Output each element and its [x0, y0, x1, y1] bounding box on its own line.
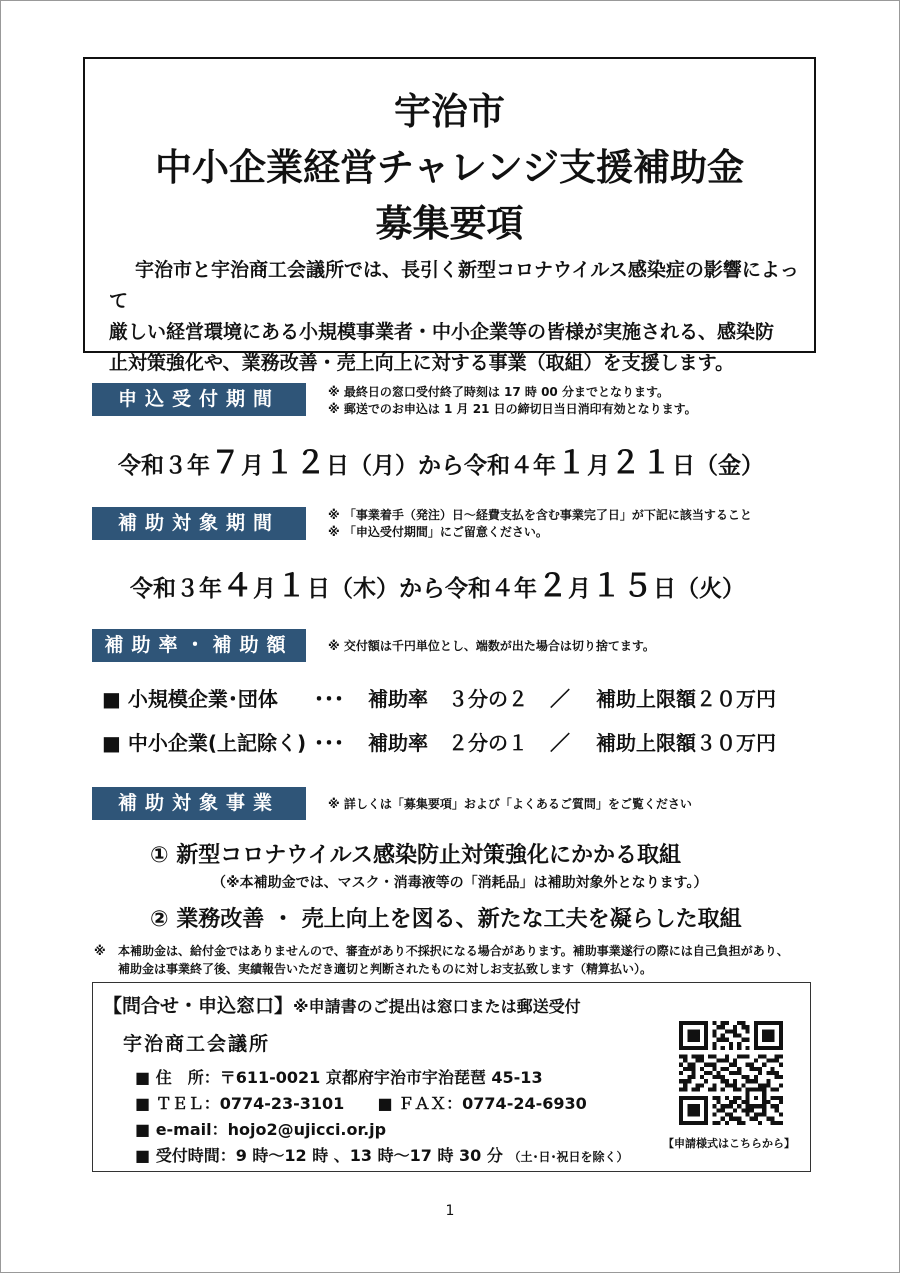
- eligible-period-note-1: ※ 「事業着手（発注）日～経費支払を含む事業完了日」が下記に該当すること: [328, 508, 752, 522]
- row-rate: 補助率 ２分の１: [368, 731, 528, 755]
- application-period-note-1: ※ 最終日の窓口受付終了時刻は 17 時 00 分までとなります。: [328, 385, 669, 399]
- date-text: 日（金）: [672, 453, 764, 479]
- title-guidelines: 募集要項: [375, 202, 524, 245]
- row-name: ■ 中小企業(上記除く): [102, 731, 307, 755]
- contact-hours: [135, 1143, 628, 1166]
- contact-tel-fax: [135, 1091, 587, 1114]
- row-limit: 補助上限額２０万円: [596, 687, 776, 711]
- date-number: １２: [264, 445, 326, 481]
- date-text: 令和３年: [118, 453, 210, 479]
- date-number: ７: [210, 445, 241, 481]
- footnote-line-1: 本補助金は、給付金ではありませんので、審査があり不採択になる場合があります。補助事業遂行の際には自己負担があり、: [118, 944, 789, 958]
- date-number: ２１: [610, 445, 672, 481]
- date-number: １: [556, 445, 587, 481]
- intro-line-2: 厳しい経営環境にある小規模事業者・中小企業等の皆様が実施される、感染防: [109, 321, 775, 343]
- date-number: ２: [537, 568, 568, 604]
- row-name: ■ 小規模企業･団体: [102, 687, 278, 711]
- project-item-2: ② 業務改善 ・ 売上向上を図る、新たな工夫を凝らした取組: [150, 907, 742, 932]
- page-number: 1: [445, 1203, 455, 1219]
- row-slash: ／: [550, 731, 570, 755]
- contact-hours-text: ■ 受付時間：9 時～12 時 、13 時～17 時 30 分: [135, 1146, 503, 1165]
- eligible-period-note-2: ※ 「申込受付期間」にご留意ください。: [328, 525, 548, 539]
- contact-heading-note: ※申請書のご提出は窓口または郵送受付: [293, 997, 581, 1016]
- eligible-projects-label: 補助対象事業: [92, 787, 306, 820]
- intro-line-3: 止対策強化や、業務改善・売上向上に対する事業（取組）を支援します。: [109, 352, 735, 374]
- project-item-1: ① 新型コロナウイルス感染防止対策強化にかかる取組: [150, 843, 681, 868]
- row-dots: ･･･: [314, 731, 344, 755]
- intro-line-1: 宇治市と宇治商工会議所では、長引く新型コロナウイルス感染症の影響によって: [109, 259, 799, 312]
- contact-address: ■ 住 所：〒611-0021 京都府宇治市宇治琵琶 45-13: [135, 1068, 543, 1087]
- date-text: 月: [587, 453, 610, 479]
- contact-heading: [103, 991, 581, 1018]
- date-text: 令和３年: [130, 576, 222, 602]
- eligible-period-dates: [130, 560, 745, 605]
- contact-org: 宇治商工会議所: [123, 1033, 271, 1055]
- eligible-period-label: 補助対象期間: [92, 507, 306, 540]
- date-text: 月: [241, 453, 264, 479]
- contact-tel: ■ ＴＥＬ：0774-23-3101: [135, 1094, 345, 1113]
- application-period-note-2: ※ 郵送でのお申込は 1 月 21 日の締切日当日消印有効となります。: [328, 402, 697, 416]
- row-dots: ･･･: [314, 687, 344, 711]
- contact-box: [92, 982, 811, 1172]
- contact-heading-title: 【問合せ・申込窓口】: [103, 995, 294, 1017]
- application-period-label: 申込受付期間: [92, 383, 306, 416]
- footnote-mark: ※: [94, 944, 106, 958]
- subsidy-rate-label: 補助率・補助額: [92, 629, 306, 662]
- row-limit: 補助上限額３０万円: [596, 731, 776, 755]
- intro-text: [109, 255, 799, 379]
- eligible-projects-note: ※ 詳しくは「募集要項」および「よくあるご質問」をご覧ください: [328, 797, 692, 811]
- contact-email[interactable]: ■ e-mail：hojo2@ujicci.or.jp: [135, 1120, 387, 1139]
- application-period-dates: [118, 437, 764, 482]
- date-number: １: [276, 568, 307, 604]
- date-text: 日（火）: [653, 576, 745, 602]
- title-subsidy-name: 中小企業経営チャレンジ支援補助金: [154, 146, 745, 189]
- qr-caption: 【申請様式はこちらから】: [663, 1137, 795, 1150]
- date-text: 日（月）から令和４年: [326, 453, 556, 479]
- contact-hours-note: （土･日･祝日を除く）: [508, 1150, 629, 1164]
- subsidy-rate-note: ※ 交付額は千円単位とし、端数が出た場合は切り捨てます。: [328, 639, 655, 653]
- date-text: 月: [253, 576, 276, 602]
- footnote: [94, 942, 789, 978]
- date-text: 日（木）から令和４年: [307, 576, 537, 602]
- row-rate: 補助率 ３分の２: [368, 687, 528, 711]
- title-city: 宇治市: [394, 90, 505, 133]
- qr-code-icon[interactable]: [679, 1021, 783, 1125]
- title-box: [83, 57, 816, 374]
- row-slash: ／: [550, 687, 570, 711]
- footnote-line-2: 補助金は事業終了後、実績報告いただき適切と判断されたものに対しお支払致します（精算払い）。: [118, 962, 653, 976]
- date-text: 月: [568, 576, 591, 602]
- date-number: １５: [591, 568, 653, 604]
- project-item-1-sub: （※本補助金では、マスク・消毒液等の「消耗品」は補助対象外となります。）: [212, 875, 708, 891]
- date-number: ４: [222, 568, 253, 604]
- contact-fax: ■ ＦＡＸ：0774-24-6930: [377, 1094, 587, 1113]
